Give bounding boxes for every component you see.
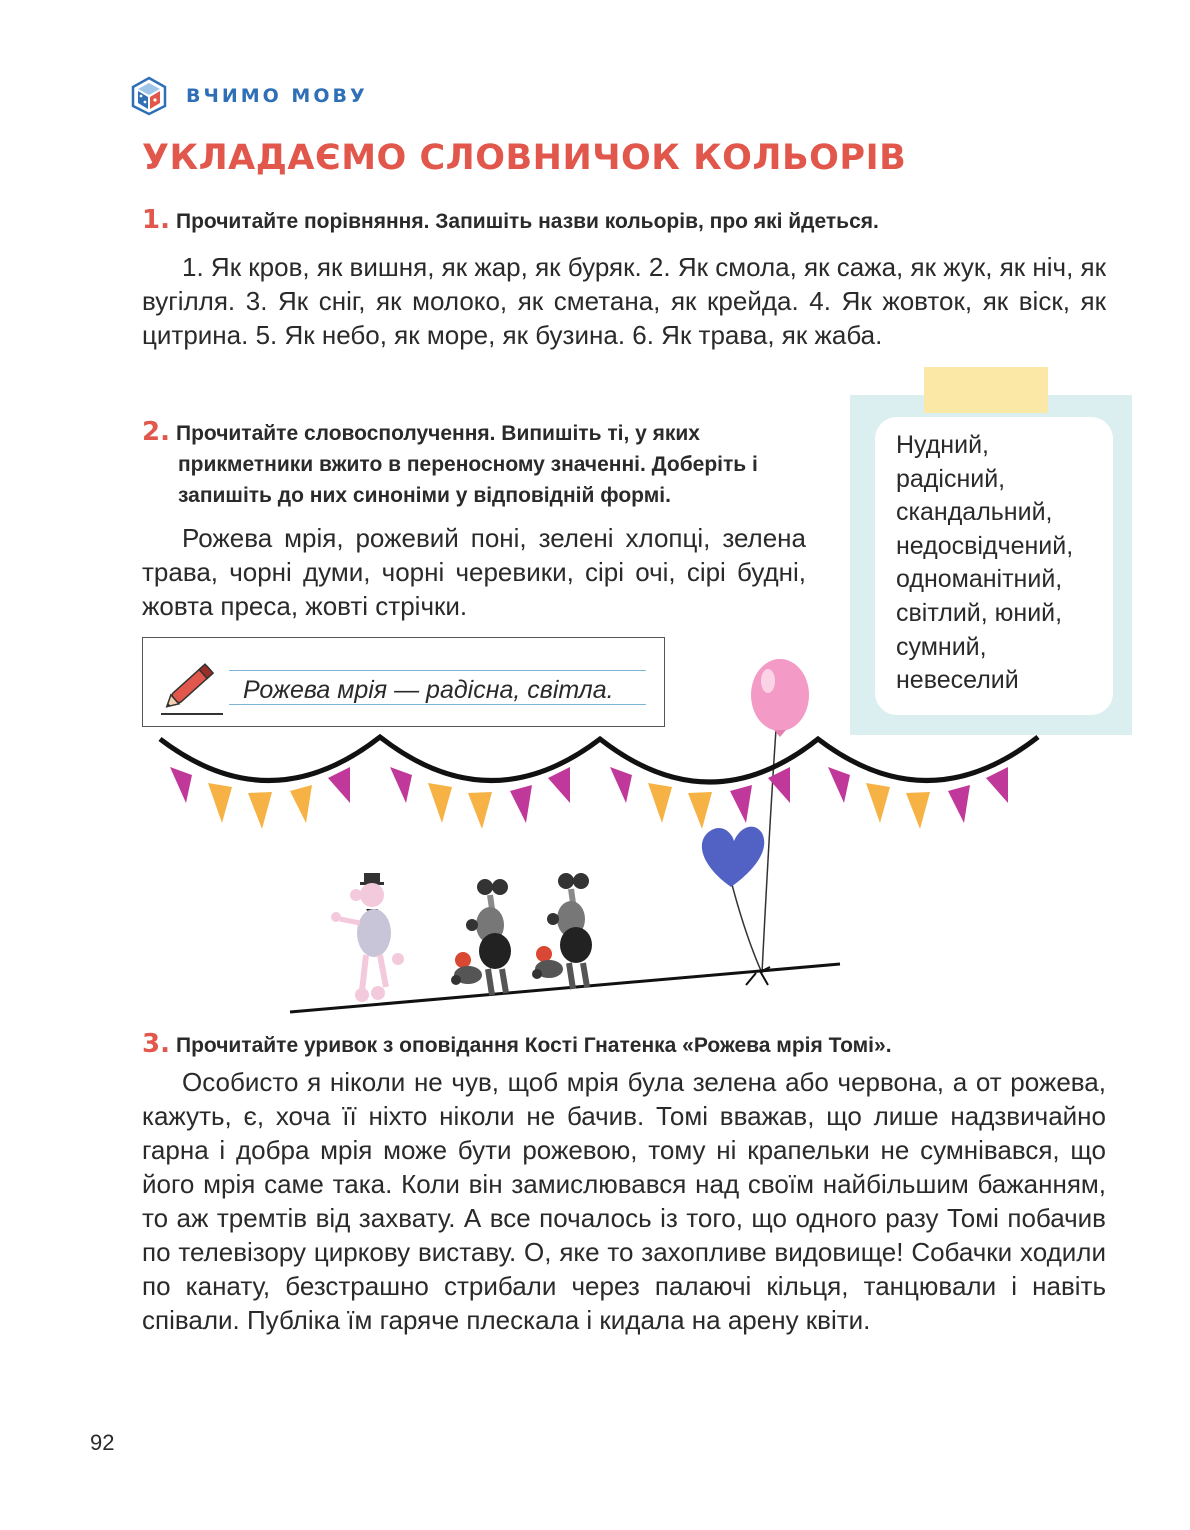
task-3-heading bbox=[142, 1029, 892, 1061]
task-2-instruction-line1: Прочитайте словосполучення. Випишіть ті, у яких bbox=[175, 422, 700, 445]
cube-dice-icon bbox=[130, 76, 168, 116]
heart-balloon bbox=[702, 827, 764, 887]
black-poodle-left bbox=[451, 879, 511, 995]
task-1-number: 1. bbox=[142, 205, 170, 235]
example-answer: Рожева мрія — радісна, світла. bbox=[243, 676, 614, 704]
section-header bbox=[130, 76, 368, 116]
tightrope bbox=[290, 964, 840, 1012]
word-item: радісний, bbox=[896, 464, 1006, 493]
pink-poodle bbox=[331, 873, 404, 1002]
task-2-number: 2. bbox=[142, 417, 170, 447]
heart-string bbox=[730, 877, 762, 973]
task-2-text: Рожева мрія, рожевий поні, зелені хлопці, зелена трава, чорні думи, чорні черевики, сірі очі, сірі будні, жовта преса, жовті стрічки. bbox=[142, 523, 806, 621]
word-item: недосвідчений, bbox=[896, 531, 1074, 560]
word-item: світлий, юний, bbox=[896, 598, 1063, 627]
balloon-string bbox=[762, 715, 777, 973]
task-1-heading bbox=[142, 205, 879, 237]
tape-strip bbox=[924, 367, 1048, 413]
task-2-instruction-rest: прикметники вжито в переносному значенні. Доберіть і запишіть до них синоніми у відповідній формі. bbox=[178, 453, 758, 507]
word-item: Нудний, bbox=[896, 431, 989, 459]
word-item: сумний, bbox=[896, 632, 987, 661]
task-3-number: 3. bbox=[142, 1029, 170, 1059]
black-poodle-right bbox=[532, 873, 592, 989]
pink-balloon bbox=[751, 659, 809, 737]
page-title: УКЛАДАЄМО СЛОВНИЧОК КОЛЬОРІВ bbox=[142, 138, 907, 178]
task-1-instruction: Прочитайте порівняння. Запишіть назви кольорів, про які йдеться. bbox=[175, 210, 879, 233]
task-2-heading bbox=[142, 417, 807, 511]
word-item: одноманітний, bbox=[896, 565, 1063, 594]
section-label: ВЧИМО МОВУ bbox=[186, 85, 368, 107]
word-item: невеселий bbox=[896, 666, 1019, 695]
task-3-text: Особисто я ніколи не чув, щоб мрія була зелена або червона, а от рожева, кажуть, є, хоча її ніхто ніколи не бачив. Томі вважав, що лише надзвичайно гарна і добра мрія може бути рожевою, тому ні крапельки не сумнівався, що його мрія саме така. Коли він замислювався над своїм найбільшим бажанням, то аж тремтів від захвату. А все почалось із того, що одного разу Томі побачив по телевізору циркову виставу. О, яке то захопливе видовище! Собачки ходили по канату, безстрашно стрибали через палаючі кільця, танцювали і навіть співали. Публіка їм гаряче плескала і кидала на арену квіти. bbox=[142, 1067, 1106, 1335]
circus-illustration bbox=[150, 655, 1050, 1025]
page-number: 92 bbox=[90, 1430, 115, 1455]
task-1-text: 1. Як кров, як вишня, як жар, як буряк. 2. Як смола, як сажа, як жук, як ніч, як вугілля. 3. Як сніг, як молоко, як сметана, як крейда. 4. Як жовток, як віск, як цитрина. 5. Як небо, як море, як бузина. 6. Як трава, як жаба. bbox=[142, 252, 1106, 350]
bunting-rope bbox=[160, 737, 1038, 782]
task-3-instruction: Прочитайте уривок з оповідання Кості Гнатенка «Рожева мрія Томі». bbox=[175, 1034, 892, 1057]
word-item: скандальний, bbox=[896, 498, 1053, 527]
